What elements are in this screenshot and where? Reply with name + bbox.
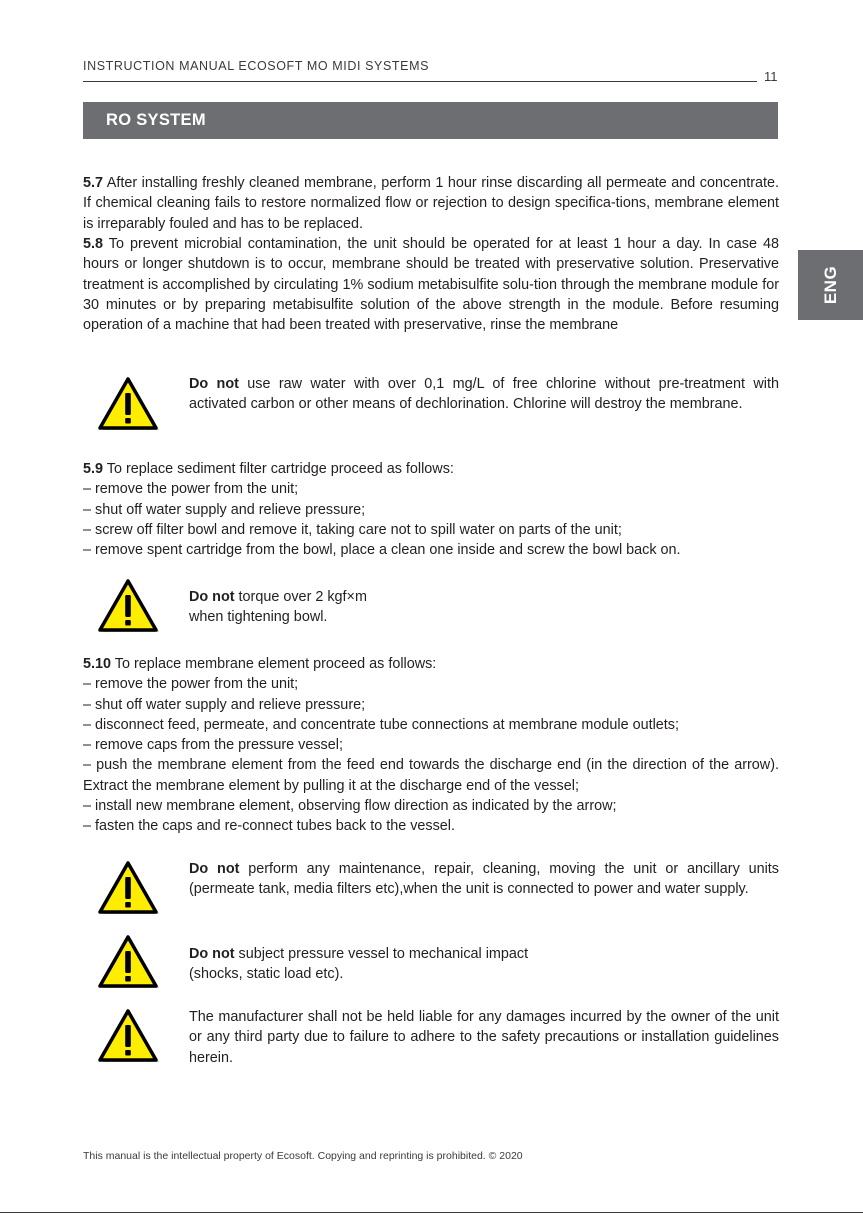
header-divider <box>83 81 757 82</box>
paragraph-number: 5.7 <box>83 175 104 191</box>
warning-text: The manufacturer shall not be held liable for any damages incurred by the owner of the unit or any third party due to failure to adhere to the safety precautions or installation guidelines herein. <box>189 1009 779 1066</box>
paragraph-text: To replace membrane element proceed as follows: <box>111 656 437 672</box>
warning-text: torque over 2 kgf×m <box>234 589 367 605</box>
section-title: RO SYSTEM <box>106 111 206 129</box>
list-item: – remove the power from the unit; <box>83 481 299 498</box>
warning-bold-prefix: Do not <box>189 376 239 392</box>
list-item: – remove caps from the pressure vessel; <box>83 737 343 754</box>
paragraph-number: 5.8 <box>83 236 104 252</box>
warning-chlorine <box>189 374 779 415</box>
list-item: – shut off water supply and relieve pressure; <box>83 696 366 713</box>
warning-line: (shocks, static load etc). <box>189 966 344 983</box>
list-item: – install new membrane element, observing flow direction as indicated by the arrow; <box>83 798 617 815</box>
warning-line <box>189 944 779 964</box>
paragraph-5-7 <box>83 173 779 234</box>
warning-triangle-icon <box>96 578 160 634</box>
warning-triangle-icon <box>96 860 160 916</box>
paragraph-5-10 <box>83 654 783 837</box>
list-item: – remove the power from the unit; <box>83 676 299 693</box>
list-item: – push the membrane element from the feed end towards the discharge end (in the direction of the arrow). Extract the membrane element by pulling it at the discharge end of the vessel; <box>83 757 779 794</box>
list-intro <box>83 654 783 674</box>
paragraph-number: 5.9 <box>83 461 104 477</box>
warning-bold-prefix: Do not <box>189 861 240 877</box>
list-intro <box>83 459 783 479</box>
language-tab <box>798 250 863 320</box>
paragraph-text: To replace sediment filter cartridge proceed as follows: <box>103 461 454 477</box>
list-item: – disconnect feed, permeate, and concentrate tube connections at membrane module outlets; <box>83 716 679 733</box>
paragraph-5-9 <box>83 459 783 560</box>
warning-triangle-icon <box>96 1008 160 1064</box>
paragraph-5-8 <box>83 234 779 335</box>
footer-copyright: This manual is the intellectual property of Ecosoft. Copying and reprinting is prohibited. © 2020 <box>83 1150 523 1162</box>
section-title-bar <box>83 102 778 139</box>
warning-maintenance <box>189 859 779 900</box>
warning-bold-prefix: Do not <box>189 946 235 962</box>
warning-line <box>189 587 779 607</box>
manual-header-title: INSTRUCTION MANUAL ECOSOFT MO MIDI SYSTEMS <box>83 59 430 73</box>
warning-text: subject pressure vessel to mechanical impact <box>234 946 529 962</box>
language-tab-label: ENG <box>820 265 840 305</box>
bottom-divider <box>0 1212 863 1213</box>
warning-text: perform any maintenance, repair, cleaning, moving the unit or ancillary units (permeate tank, media filters etc),when the unit is connected to power and water supply. <box>189 861 779 898</box>
paragraph-text: After installing freshly cleaned membrane, perform 1 hour rinse discarding all permeate and concentrate. If chemical cleaning fails to restore normalized flow or rejection to design specifica-tions, membrane element is irreparably fouled and has to be replaced. <box>83 175 779 232</box>
paragraph-text: To prevent microbial contamination, the unit should be operated for at least 1 hour a day. In case 48 hours or longer shutdown is to occur, membrane should be treated with preservative solution. Preservative treatment is accomplished by circulating 1% sodium metabisulfite solu-tion through the membrane module for 30 minutes or by preparing metabisulfite solution of the above strength in the module. Before resuming operation of a machine that had been treated with preservative, rinse the membrane <box>83 236 779 334</box>
list-item: – shut off water supply and relieve pressure; <box>83 501 366 518</box>
page-number: 11 <box>764 69 778 84</box>
warning-liability <box>189 1007 779 1068</box>
list-item: – screw off filter bowl and remove it, taking care not to spill water on parts of the unit; <box>83 521 622 538</box>
list-item: – remove spent cartridge from the bowl, place a clean one inside and screw the bowl back on. <box>83 542 681 559</box>
warning-bold-prefix: Do not <box>189 589 235 605</box>
warning-mechanical-impact <box>189 944 779 985</box>
list-item: – fasten the caps and re-connect tubes back to the vessel. <box>83 818 455 835</box>
warning-triangle-icon <box>96 934 160 990</box>
paragraph-number: 5.10 <box>83 656 112 672</box>
warning-triangle-icon <box>96 376 160 432</box>
warning-torque <box>189 587 779 628</box>
warning-line: when tightening bowl. <box>189 609 328 626</box>
warning-text: use raw water with over 0,1 mg/L of free chlorine without pre-treatment with activated carbon or other means of dechlorination. Chlorine will destroy the membrane. <box>189 376 779 413</box>
